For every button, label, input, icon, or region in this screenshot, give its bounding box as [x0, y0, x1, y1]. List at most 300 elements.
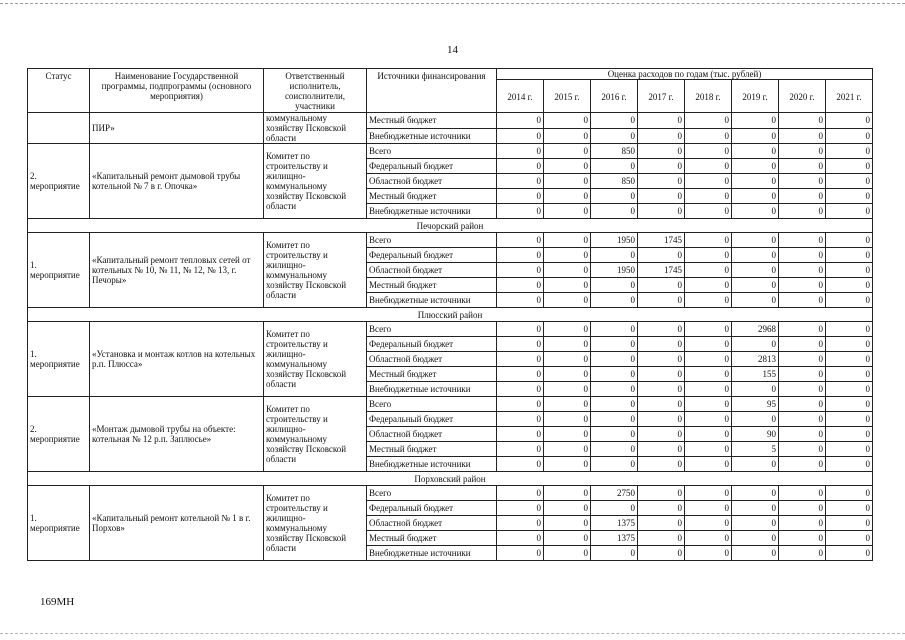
value-cell: 0: [732, 382, 779, 397]
status-cell: [28, 397, 90, 472]
value-cell: 0: [732, 204, 779, 219]
value-cell: 5: [732, 442, 779, 457]
value-cell: 0: [826, 352, 873, 367]
value-cell: 0: [544, 278, 591, 293]
value-cell: 0: [497, 322, 544, 337]
funding-source: Местный бюджет: [367, 531, 497, 546]
value-cell: 0: [826, 382, 873, 397]
value-cell: 0: [685, 293, 732, 308]
value-cell: 0: [779, 367, 826, 382]
event-kind: мероприятие: [30, 270, 80, 280]
value-cell: 0: [497, 531, 544, 546]
value-cell: 0: [732, 486, 779, 501]
value-cell: 0: [544, 337, 591, 352]
funding-row: [28, 322, 873, 337]
event-kind: мероприятие: [30, 359, 80, 369]
value-cell: 0: [591, 278, 638, 293]
value-cell: 0: [544, 352, 591, 367]
value-cell: 0: [779, 233, 826, 248]
value-cell: 0: [497, 248, 544, 263]
event-kind: мероприятие: [30, 523, 80, 533]
value-cell: 0: [779, 174, 826, 189]
value-cell: 0: [497, 159, 544, 174]
value-cell: 0: [685, 412, 732, 427]
value-cell: 0: [544, 412, 591, 427]
value-cell: 0: [779, 442, 826, 457]
value-cell: 0: [497, 113, 544, 129]
value-cell: 0: [638, 546, 685, 561]
value-cell: 0: [685, 546, 732, 561]
value-cell: 0: [732, 189, 779, 204]
value-cell: 0: [685, 457, 732, 472]
value-cell: 0: [732, 113, 779, 129]
funding-source: Местный бюджет: [367, 113, 497, 129]
value-cell: 2813: [732, 352, 779, 367]
value-cell: 0: [591, 367, 638, 382]
funding-source: Федеральный бюджет: [367, 159, 497, 174]
value-cell: 0: [826, 233, 873, 248]
value-cell: 0: [591, 397, 638, 412]
funding-source: Федеральный бюджет: [367, 501, 497, 516]
value-cell: 0: [826, 278, 873, 293]
funding-row: [28, 486, 873, 501]
value-cell: 0: [685, 174, 732, 189]
value-cell: 0: [826, 144, 873, 159]
value-cell: 0: [497, 189, 544, 204]
value-cell: 0: [779, 427, 826, 442]
value-cell: 0: [591, 352, 638, 367]
value-cell: 0: [732, 128, 779, 144]
value-cell: 0: [638, 531, 685, 546]
value-cell: 0: [591, 189, 638, 204]
value-cell: 0: [497, 204, 544, 219]
value-cell: 0: [685, 382, 732, 397]
value-cell: 0: [591, 457, 638, 472]
value-cell: 0: [591, 322, 638, 337]
status-cell: [28, 486, 90, 561]
value-cell: 90: [732, 427, 779, 442]
value-cell: 0: [497, 516, 544, 531]
value-cell: 2968: [732, 322, 779, 337]
value-cell: 0: [779, 382, 826, 397]
value-cell: 0: [638, 174, 685, 189]
value-cell: 0: [779, 352, 826, 367]
value-cell: 0: [638, 278, 685, 293]
value-cell: 0: [544, 442, 591, 457]
value-cell: 0: [779, 412, 826, 427]
value-cell: 0: [826, 427, 873, 442]
value-cell: 0: [591, 546, 638, 561]
value-cell: 0: [638, 113, 685, 129]
executor-cell: Комитет по строительству и жилищно-коммунальному хозяйству Псковской области: [264, 397, 367, 472]
value-cell: 0: [544, 144, 591, 159]
value-cell: 0: [685, 189, 732, 204]
funding-source: Всего: [367, 397, 497, 412]
value-cell: 1950: [591, 263, 638, 278]
header-year: 2020 г.: [779, 80, 826, 113]
value-cell: 0: [497, 337, 544, 352]
value-cell: 1375: [591, 531, 638, 546]
value-cell: 0: [826, 501, 873, 516]
value-cell: 0: [638, 501, 685, 516]
value-cell: 0: [826, 263, 873, 278]
value-cell: 0: [685, 113, 732, 129]
value-cell: 0: [732, 248, 779, 263]
header-year: 2021 г.: [826, 80, 873, 113]
value-cell: 0: [591, 412, 638, 427]
value-cell: 0: [826, 159, 873, 174]
value-cell: 0: [638, 159, 685, 174]
value-cell: 0: [826, 367, 873, 382]
executor-cell: Комитет по строительству и жилищно-коммунальному хозяйству Псковской области: [264, 144, 367, 219]
value-cell: 0: [779, 278, 826, 293]
funding-source: Местный бюджет: [367, 278, 497, 293]
header-year: 2014 г.: [497, 80, 544, 113]
value-cell: 0: [732, 546, 779, 561]
funding-row: [28, 144, 873, 159]
value-cell: 0: [638, 189, 685, 204]
value-cell: 0: [779, 263, 826, 278]
executor-cell: коммунальному хозяйству Псковской области: [264, 113, 367, 144]
value-cell: 850: [591, 144, 638, 159]
header-executor: Ответственный исполнитель, соисполнители, участники: [264, 69, 367, 113]
value-cell: 0: [497, 144, 544, 159]
value-cell: 0: [732, 144, 779, 159]
funding-row: [28, 397, 873, 412]
scan-bottom-edge-line: [0, 633, 905, 634]
header-row: [28, 69, 873, 80]
value-cell: 0: [591, 337, 638, 352]
value-cell: 0: [685, 263, 732, 278]
value-cell: 0: [544, 263, 591, 278]
event-number: 1.: [30, 349, 37, 359]
value-cell: 0: [591, 293, 638, 308]
value-cell: 0: [544, 204, 591, 219]
page-number: 14: [447, 44, 458, 56]
value-cell: 0: [591, 113, 638, 129]
value-cell: 0: [544, 546, 591, 561]
value-cell: 0: [497, 486, 544, 501]
value-cell: 0: [826, 189, 873, 204]
value-cell: 0: [638, 397, 685, 412]
value-cell: 0: [779, 397, 826, 412]
value-cell: 0: [544, 501, 591, 516]
value-cell: 0: [779, 128, 826, 144]
scan-top-edge-line: [0, 3, 905, 4]
status-cell: [28, 322, 90, 397]
funding-source: Местный бюджет: [367, 189, 497, 204]
value-cell: 0: [544, 457, 591, 472]
value-cell: 0: [685, 427, 732, 442]
value-cell: 0: [591, 128, 638, 144]
value-cell: 0: [779, 501, 826, 516]
value-cell: 0: [826, 531, 873, 546]
region-name: Печорский район: [28, 219, 873, 233]
region-name: Порховский район: [28, 472, 873, 486]
value-cell: 0: [638, 486, 685, 501]
value-cell: 0: [732, 412, 779, 427]
value-cell: 0: [779, 204, 826, 219]
value-cell: 0: [544, 113, 591, 129]
funding-source: Внебюджетные источники: [367, 204, 497, 219]
value-cell: 0: [779, 337, 826, 352]
funding-source: Местный бюджет: [367, 367, 497, 382]
value-cell: 1950: [591, 233, 638, 248]
value-cell: 0: [638, 293, 685, 308]
value-cell: 0: [732, 174, 779, 189]
funding-source: Местный бюджет: [367, 442, 497, 457]
region-row: [28, 472, 873, 486]
funding-source: Всего: [367, 233, 497, 248]
header-year: 2019 г.: [732, 80, 779, 113]
value-cell: 0: [544, 367, 591, 382]
funding-source: Областной бюджет: [367, 352, 497, 367]
value-cell: 0: [638, 382, 685, 397]
value-cell: 0: [638, 337, 685, 352]
event-number: 1.: [30, 513, 37, 523]
event-number: 2.: [30, 171, 37, 181]
value-cell: 0: [497, 457, 544, 472]
value-cell: 0: [779, 457, 826, 472]
header-year: 2018 г.: [685, 80, 732, 113]
value-cell: 0: [732, 501, 779, 516]
value-cell: 0: [591, 248, 638, 263]
value-cell: 0: [497, 278, 544, 293]
value-cell: 0: [497, 233, 544, 248]
value-cell: 0: [826, 546, 873, 561]
header-year: 2015 г.: [544, 80, 591, 113]
executor-cell: Комитет по строительству и жилищно-коммунальному хозяйству Псковской области: [264, 233, 367, 308]
value-cell: 0: [638, 457, 685, 472]
funding-source: Федеральный бюджет: [367, 412, 497, 427]
value-cell: 0: [732, 457, 779, 472]
value-cell: 0: [685, 248, 732, 263]
value-cell: 1375: [591, 516, 638, 531]
funding-source: Внебюджетные источники: [367, 457, 497, 472]
value-cell: 155: [732, 367, 779, 382]
value-cell: 0: [826, 412, 873, 427]
funding-source: Внебюджетные источники: [367, 382, 497, 397]
value-cell: 0: [544, 397, 591, 412]
status-cell: [28, 144, 90, 219]
value-cell: 0: [826, 337, 873, 352]
value-cell: 0: [497, 442, 544, 457]
value-cell: 0: [497, 546, 544, 561]
value-cell: 0: [638, 128, 685, 144]
value-cell: 0: [497, 382, 544, 397]
value-cell: 0: [685, 531, 732, 546]
value-cell: 0: [544, 531, 591, 546]
value-cell: 0: [826, 486, 873, 501]
value-cell: 0: [685, 516, 732, 531]
value-cell: 0: [779, 293, 826, 308]
value-cell: 0: [638, 204, 685, 219]
value-cell: 0: [826, 113, 873, 129]
value-cell: 0: [779, 546, 826, 561]
event-name: «Капитальный ремонт котельной № 1 в г. Порхов»: [90, 486, 264, 561]
value-cell: 0: [732, 278, 779, 293]
value-cell: 0: [591, 501, 638, 516]
value-cell: 0: [497, 128, 544, 144]
value-cell: 0: [826, 457, 873, 472]
value-cell: 0: [826, 293, 873, 308]
value-cell: 0: [779, 516, 826, 531]
value-cell: 0: [779, 486, 826, 501]
event-name: ПИР»: [90, 113, 264, 144]
event-kind: мероприятие: [30, 181, 80, 191]
header-name: Наименование Государственной программы, подпрограммы (основного мероприятия): [90, 69, 264, 113]
event-name: «Установка и монтаж котлов на котельных р.п. Плюсса»: [90, 322, 264, 397]
value-cell: 0: [826, 397, 873, 412]
value-cell: 0: [497, 367, 544, 382]
value-cell: 0: [732, 516, 779, 531]
value-cell: 0: [544, 427, 591, 442]
value-cell: 95: [732, 397, 779, 412]
status-cell: [28, 113, 90, 144]
value-cell: 0: [826, 174, 873, 189]
funding-source: Областной бюджет: [367, 516, 497, 531]
value-cell: 0: [826, 204, 873, 219]
value-cell: 0: [685, 128, 732, 144]
value-cell: 0: [638, 516, 685, 531]
value-cell: 0: [826, 128, 873, 144]
value-cell: 0: [685, 322, 732, 337]
value-cell: 0: [544, 322, 591, 337]
value-cell: 850: [591, 174, 638, 189]
value-cell: 0: [732, 293, 779, 308]
status-cell: [28, 233, 90, 308]
value-cell: 0: [779, 113, 826, 129]
value-cell: 0: [779, 322, 826, 337]
value-cell: 0: [732, 233, 779, 248]
value-cell: 0: [685, 159, 732, 174]
event-number: 1.: [30, 260, 37, 270]
value-cell: 0: [544, 159, 591, 174]
footer-document-code: 169МН: [40, 596, 75, 608]
value-cell: 0: [638, 352, 685, 367]
value-cell: 0: [685, 486, 732, 501]
event-name: «Монтаж дымовой трубы на объекте: котельная № 12 р.п. Заплюсье»: [90, 397, 264, 472]
value-cell: 0: [544, 233, 591, 248]
value-cell: 0: [544, 293, 591, 308]
value-cell: 0: [732, 159, 779, 174]
value-cell: 0: [591, 442, 638, 457]
funding-source: Всего: [367, 144, 497, 159]
funding-source: Всего: [367, 486, 497, 501]
value-cell: 0: [732, 337, 779, 352]
value-cell: 0: [544, 128, 591, 144]
funding-source: Федеральный бюджет: [367, 248, 497, 263]
value-cell: 0: [685, 397, 732, 412]
region-row: [28, 308, 873, 322]
value-cell: 0: [591, 159, 638, 174]
value-cell: 0: [638, 248, 685, 263]
funding-source: Всего: [367, 322, 497, 337]
value-cell: 0: [591, 427, 638, 442]
value-cell: 0: [591, 204, 638, 219]
value-cell: 0: [779, 248, 826, 263]
value-cell: 1745: [638, 263, 685, 278]
value-cell: 0: [779, 159, 826, 174]
value-cell: 0: [732, 531, 779, 546]
event-number: 2.: [30, 424, 37, 434]
value-cell: 0: [685, 233, 732, 248]
value-cell: 0: [826, 516, 873, 531]
value-cell: 0: [497, 174, 544, 189]
region-name: Плюсский район: [28, 308, 873, 322]
header-status: Статус: [28, 69, 90, 113]
value-cell: 0: [779, 189, 826, 204]
funding-source: Федеральный бюджет: [367, 337, 497, 352]
value-cell: 0: [497, 397, 544, 412]
value-cell: 0: [497, 427, 544, 442]
event-kind: мероприятие: [30, 434, 80, 444]
header-expenses: Оценка расходов по годам (тыс. рублей): [497, 69, 873, 80]
event-name: «Капитальный ремонт тепловых сетей от котельных № 10, № 11, № 12, № 13, г. Печоры»: [90, 233, 264, 308]
header-year: 2017 г.: [638, 80, 685, 113]
value-cell: 0: [779, 144, 826, 159]
value-cell: 0: [685, 501, 732, 516]
value-cell: 0: [685, 442, 732, 457]
funding-source: Внебюджетные источники: [367, 546, 497, 561]
value-cell: 0: [779, 531, 826, 546]
value-cell: 0: [544, 174, 591, 189]
executor-cell: Комитет по строительству и жилищно-коммунальному хозяйству Псковской области: [264, 322, 367, 397]
funding-source: Внебюджетные источники: [367, 293, 497, 308]
value-cell: 0: [638, 144, 685, 159]
value-cell: 1745: [638, 233, 685, 248]
value-cell: 0: [685, 204, 732, 219]
value-cell: 0: [544, 382, 591, 397]
header-source: Источники финансирования: [367, 69, 497, 113]
value-cell: 0: [497, 501, 544, 516]
value-cell: 0: [638, 322, 685, 337]
value-cell: 2750: [591, 486, 638, 501]
value-cell: 0: [826, 248, 873, 263]
budget-table: [27, 68, 873, 561]
funding-source: Областной бюджет: [367, 174, 497, 189]
value-cell: 0: [497, 293, 544, 308]
value-cell: 0: [497, 263, 544, 278]
funding-source: Внебюджетные источники: [367, 128, 497, 144]
value-cell: 0: [685, 367, 732, 382]
funding-source: Областной бюджет: [367, 427, 497, 442]
value-cell: 0: [732, 263, 779, 278]
value-cell: 0: [544, 189, 591, 204]
value-cell: 0: [685, 278, 732, 293]
budget-table-body: [28, 69, 873, 561]
funding-row: [28, 233, 873, 248]
region-row: [28, 219, 873, 233]
value-cell: 0: [638, 367, 685, 382]
executor-cell: Комитет по строительству и жилищно-коммунальному хозяйству Псковской области: [264, 486, 367, 561]
value-cell: 0: [544, 516, 591, 531]
event-name: «Капитальный ремонт дымовой трубы котельной № 7 в г. Опочка»: [90, 144, 264, 219]
value-cell: 0: [497, 352, 544, 367]
value-cell: 0: [544, 486, 591, 501]
value-cell: 0: [638, 412, 685, 427]
value-cell: 0: [497, 412, 544, 427]
value-cell: 0: [591, 382, 638, 397]
value-cell: 0: [826, 322, 873, 337]
value-cell: 0: [638, 427, 685, 442]
header-year: 2016 г.: [591, 80, 638, 113]
value-cell: 0: [685, 144, 732, 159]
value-cell: 0: [544, 248, 591, 263]
value-cell: 0: [685, 337, 732, 352]
funding-source: Областной бюджет: [367, 263, 497, 278]
value-cell: 0: [638, 442, 685, 457]
